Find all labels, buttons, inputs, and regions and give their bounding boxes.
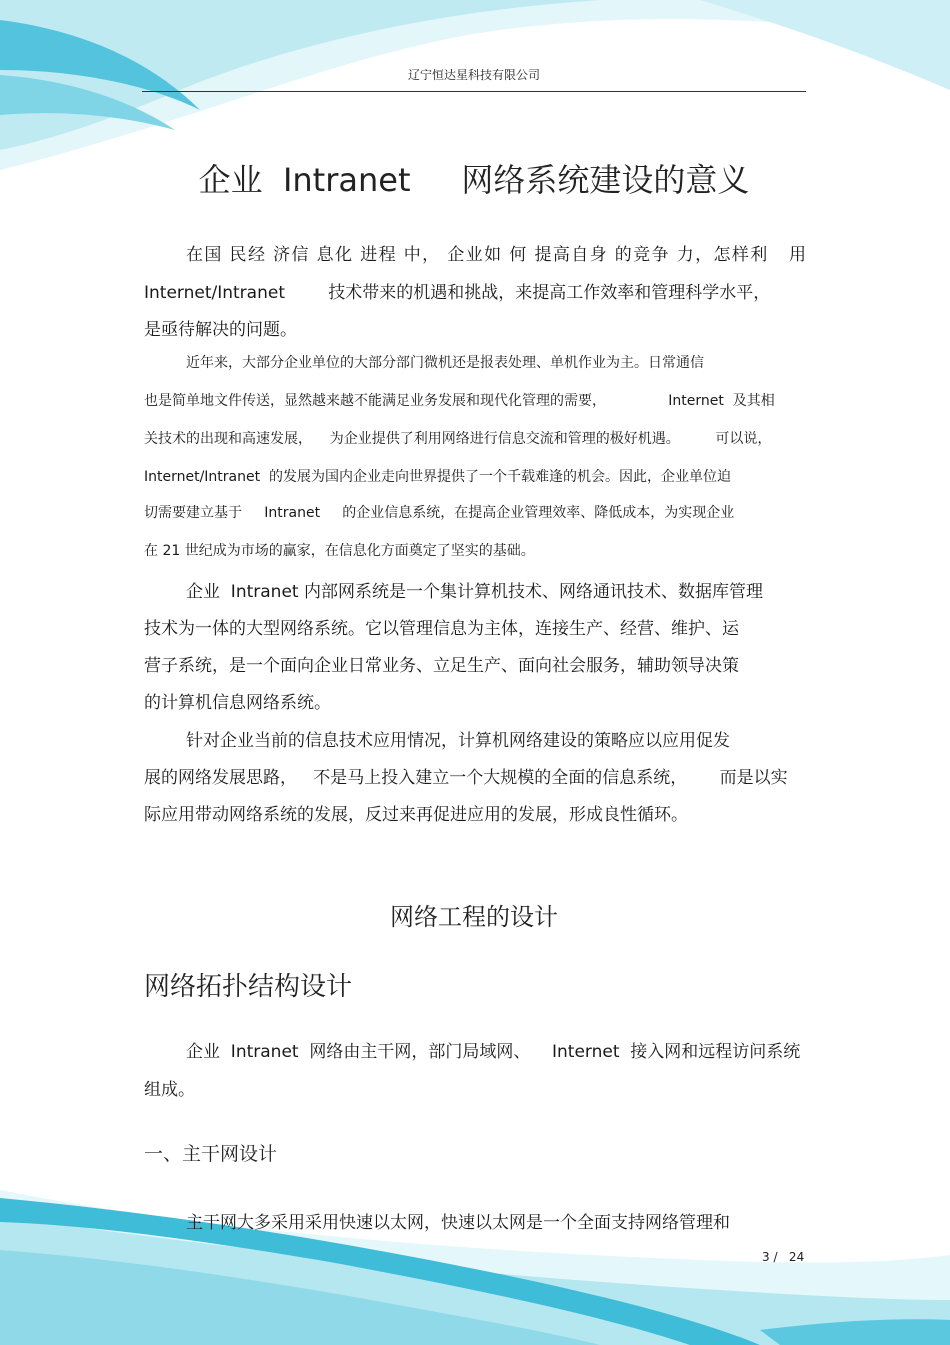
small-line-2: 也是简单地文件传送，显然越来越不能满足业务发展和现代化管理的需要， Internet 及其相 bbox=[144, 393, 775, 409]
para6-line-1: 主干网大多采用采用快速以太网，快速以太网是一个全面支持网络管理和 bbox=[186, 1213, 730, 1233]
small-line-3: 关技术的出现和高速发展， 为企业提供了利用网络进行信息交流和管理的极好机遇。 可以说， bbox=[144, 431, 772, 447]
document-title: 企业 Intranet 网络系统建设的意义 bbox=[198, 161, 750, 199]
intro-line-3: 是亟待解决的问题。 bbox=[144, 320, 297, 340]
para5-line-1: 企业 Intranet 网络由主干网，部门局域网、 Internet 接入网和远程访问系统 bbox=[186, 1042, 801, 1062]
para5-line-2: 组成。 bbox=[144, 1080, 195, 1100]
small-line-6: 在 21 世纪成为市场的赢家，在信息化方面奠定了坚实的基础。 bbox=[144, 543, 535, 559]
page-number: 3 / 24 bbox=[762, 1250, 805, 1264]
section-title: 网络工程的设计 bbox=[390, 903, 558, 931]
para4-line-2: 展的网络发展思路， 不是马上投入建立一个大规模的全面的信息系统， 而是以实 bbox=[144, 768, 788, 788]
para4-line-3: 际应用带动网络系统的发展，反过来再促进应用的发展，形成良性循环。 bbox=[144, 805, 688, 825]
header-divider bbox=[142, 91, 806, 92]
para3-line-1: 企业 Intranet 内部网系统是一个集计算机技术、网络通讯技术、数据库管理 bbox=[186, 582, 763, 602]
small-line-4: Internet/Intranet 的发展为国内企业走向世界提供了一个千载难逢的机会。因此，企业单位迫 bbox=[144, 469, 732, 485]
small-line-1: 近年来，大部分企业单位的大部分部门微机还是报表处理、单机作业为主。日常通信 bbox=[186, 355, 704, 371]
intro-line-1: 在国 民经 济信 息化 进程 中， 企业如 何 提高自身 的竞争 力，怎样利 用 bbox=[186, 245, 806, 265]
para3-line-4: 的计算机信息网络系统。 bbox=[144, 693, 331, 713]
subsection-title: 网络拓扑结构设计 bbox=[144, 972, 353, 1002]
small-line-5: 切需要建立基于 Intranet 的企业信息系统，在提高企业管理效率、降低成本，为实现企业 bbox=[144, 505, 735, 521]
para3-line-3: 营子系统，是一个面向企业日常业务、立足生产、面向社会服务，辅助领导决策 bbox=[144, 656, 739, 676]
para3-line-2: 技术为一体的大型网络系统。它以管理信息为主体，连接生产、经营、维护、运 bbox=[144, 619, 739, 639]
page-header-company: 辽宁恒达星科技有限公司 bbox=[407, 68, 540, 82]
para4-line-1: 针对企业当前的信息技术应用情况，计算机网络建设的策略应以应用促发 bbox=[186, 731, 730, 751]
intro-line-2: Internet/Intranet 技术带来的机遇和挑战，来提高工作效率和管理科学水平， bbox=[144, 283, 771, 303]
subsubsection-title: 一、主干网设计 bbox=[144, 1143, 278, 1165]
